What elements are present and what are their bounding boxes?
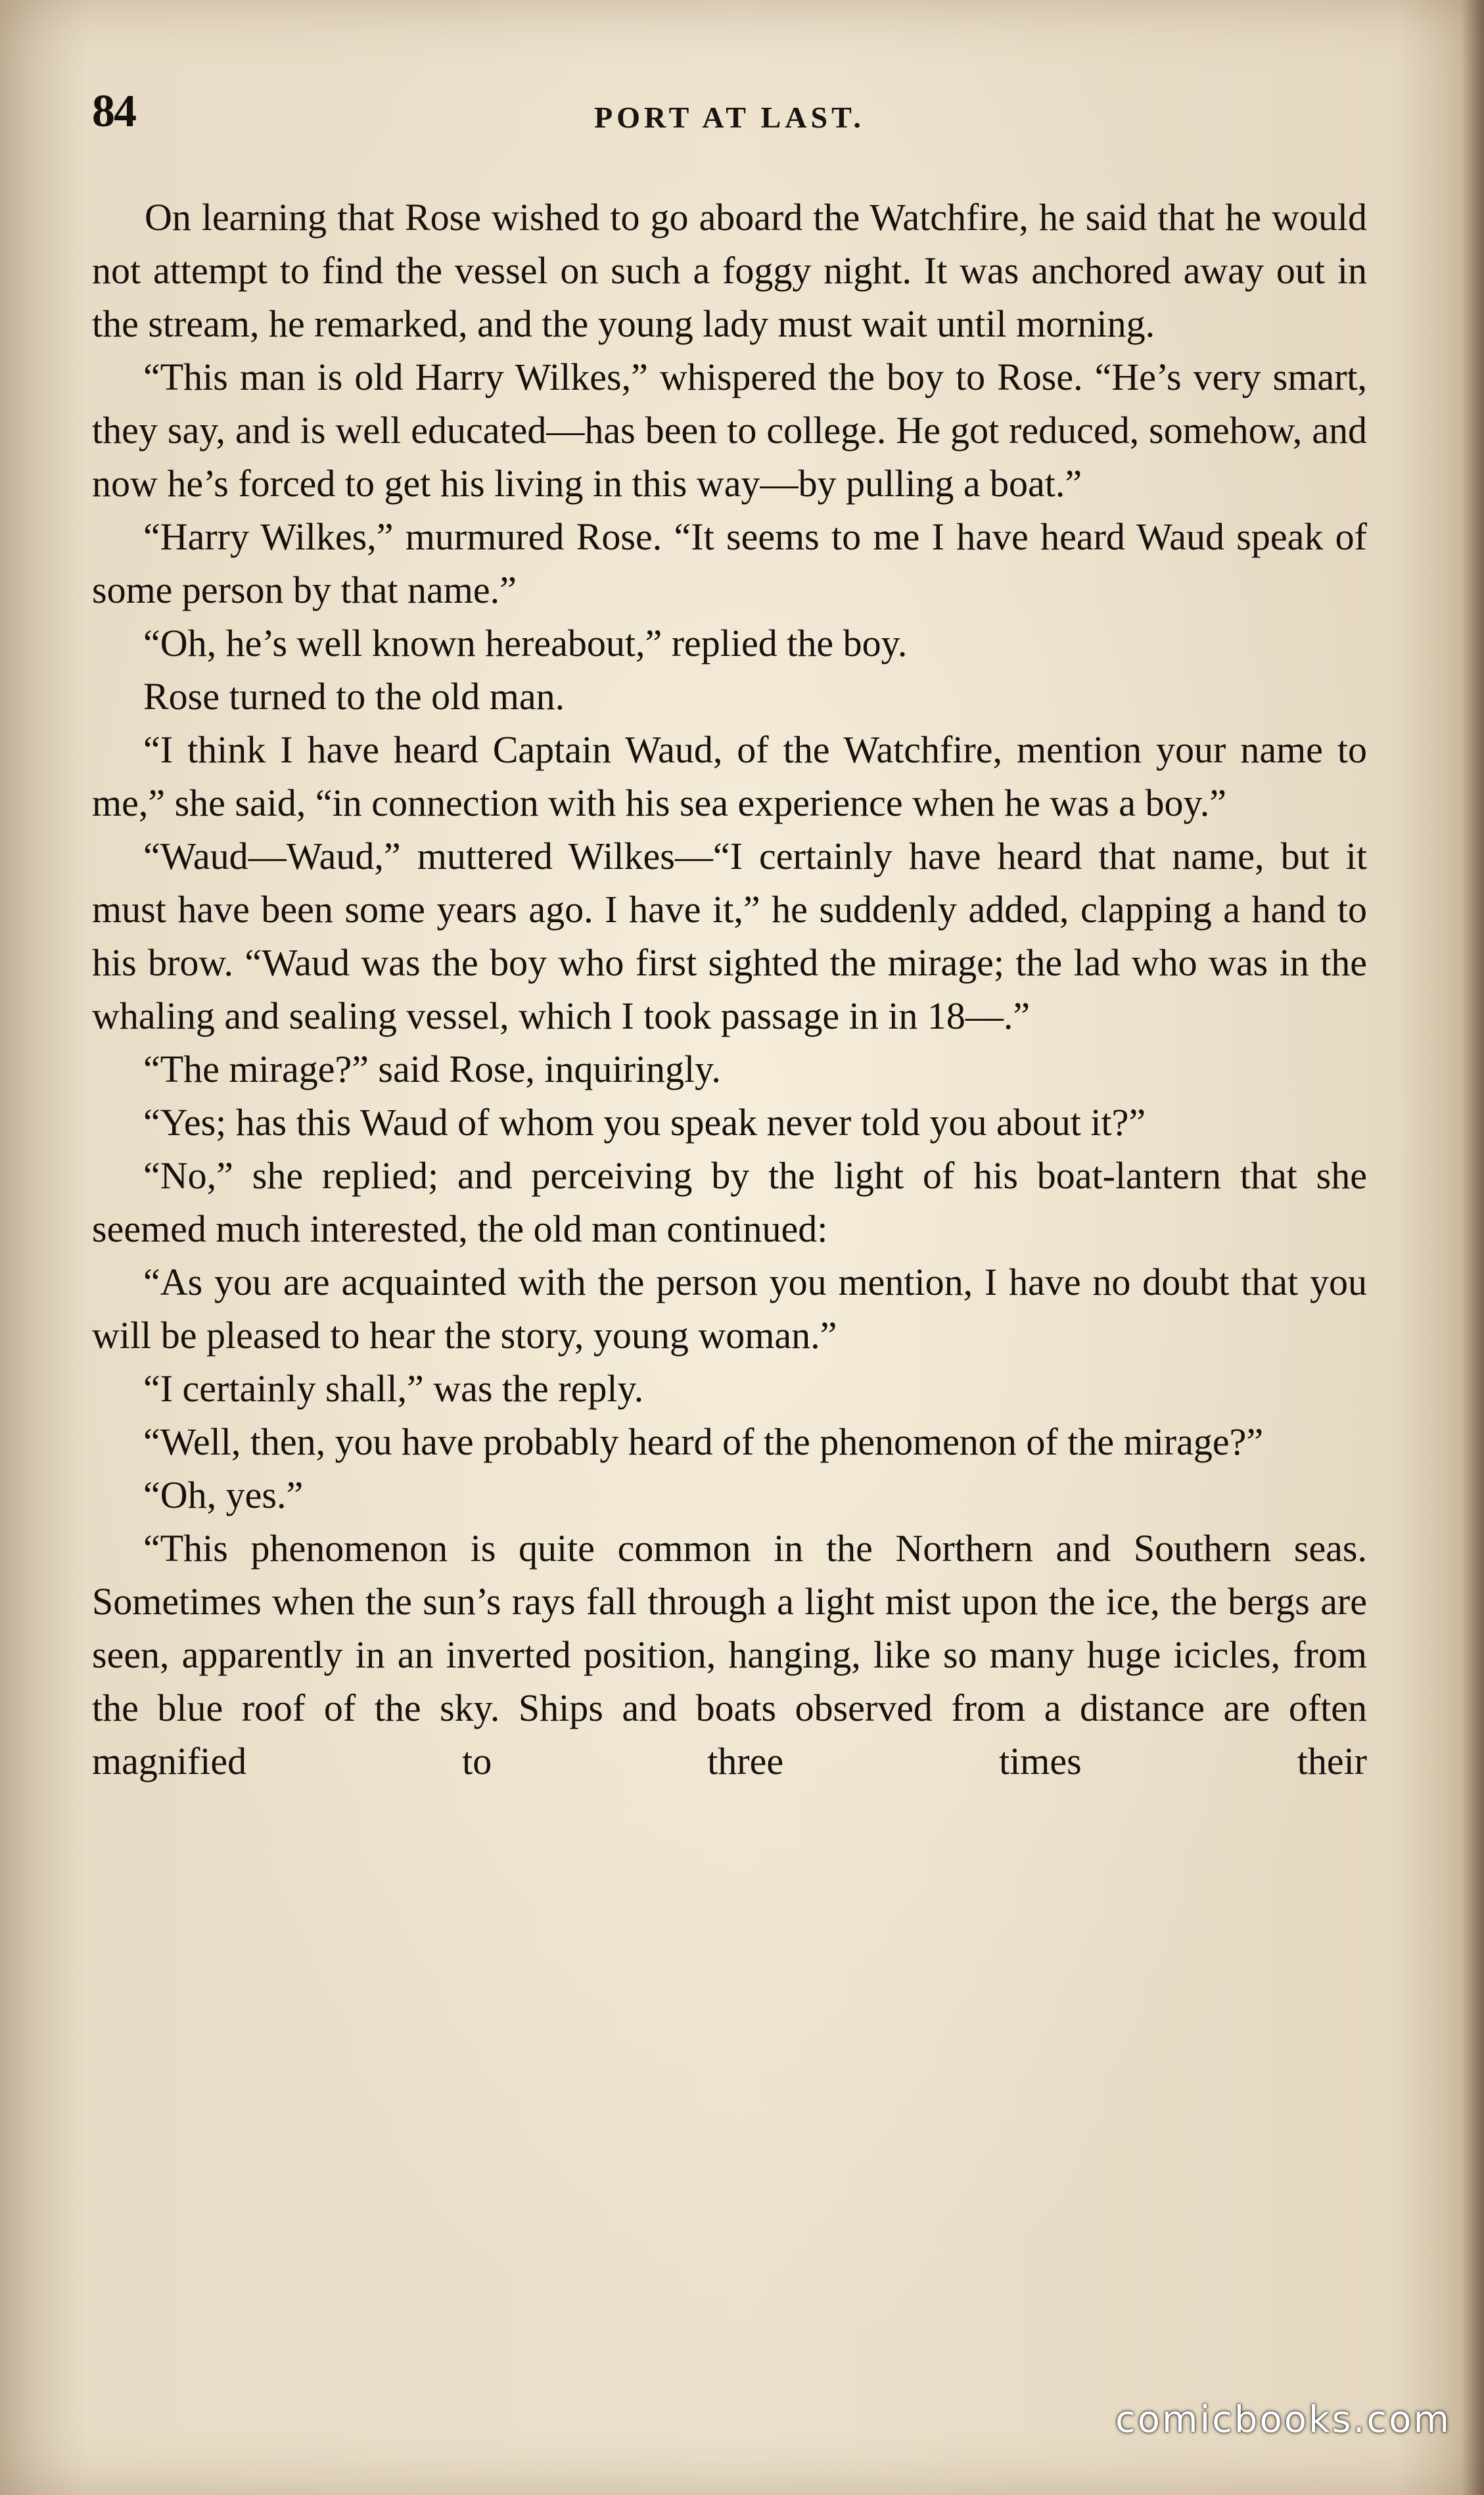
paragraph: “As you are acquainted with the person you mention, I have no doubt that you will be pleased to hear the story, young woman.” (92, 1261, 1367, 1357)
paragraph: “This man is old Harry Wilkes,” whispered the boy to Rose. “He’s very smart, they say, and is well educated—has been to college. He got reduced, somehow, and now he’s forced to get his living in this way—by pulling a boat.” (92, 356, 1367, 505)
body-text (92, 191, 1367, 1788)
paragraph: “I think I have heard Captain Waud, of the Watchfire, mention your name to me,” she said, “in connection with his sea experience when he was a boy.” (92, 728, 1367, 824)
paragraph: On learning that Rose wished to go aboard the Watchfire, he said that he would not attempt to find the vessel on such a foggy night. It was anchored away out in the stream, he remarked, and the young lady must wait until morning. (92, 196, 1367, 345)
watermark: comicbooks.com (1115, 2398, 1451, 2441)
paragraph: “Harry Wilkes,” murmured Rose. “It seems to me I have heard Waud speak of some person by that name.” (92, 515, 1367, 611)
page-header (92, 85, 1367, 145)
paragraph: “Waud—Waud,” muttered Wilkes—“I certainly have heard that name, but it must have been some years ago. I have it,” he suddenly added, clapping a hand to his brow. “Waud was the boy who first sighted the mirage; the lad who was in the whaling and sealing vessel, which I took passage in in 18—.” (92, 835, 1367, 1037)
paragraph: “Well, then, you have probably heard of the phenomenon of the mirage?” (143, 1420, 1264, 1463)
running-head: PORT AT LAST. (594, 101, 865, 134)
paragraph: “No,” she replied; and perceiving by the light of his boat-lantern that she seemed much interested, the old man continued: (92, 1154, 1367, 1250)
paragraph: Rose turned to the old man. (143, 675, 565, 718)
paragraph: “The mirage?” said Rose, inquiringly. (143, 1048, 721, 1090)
page-number: 84 (92, 86, 135, 137)
paragraph: “I certainly shall,” was the reply. (143, 1367, 644, 1410)
paragraph: “This phenomenon is quite common in the Northern and Southern seas. Sometimes when the sun’s rays fall through a light mist upon the ice, the bergs are seen, apparently in an inverted position, hanging, like so many huge icicles, from the blue roof of the sky. Ships and boats observed from a distance are often magnified to three times their (92, 1527, 1367, 1783)
paragraph: “Yes; has this Waud of whom you speak never told you about it?” (143, 1101, 1146, 1144)
paragraph: “Oh, he’s well known hereabout,” replied the boy. (143, 622, 908, 665)
page-edge-shadow (1462, 0, 1484, 2495)
paragraph: “Oh, yes.” (143, 1474, 304, 1516)
